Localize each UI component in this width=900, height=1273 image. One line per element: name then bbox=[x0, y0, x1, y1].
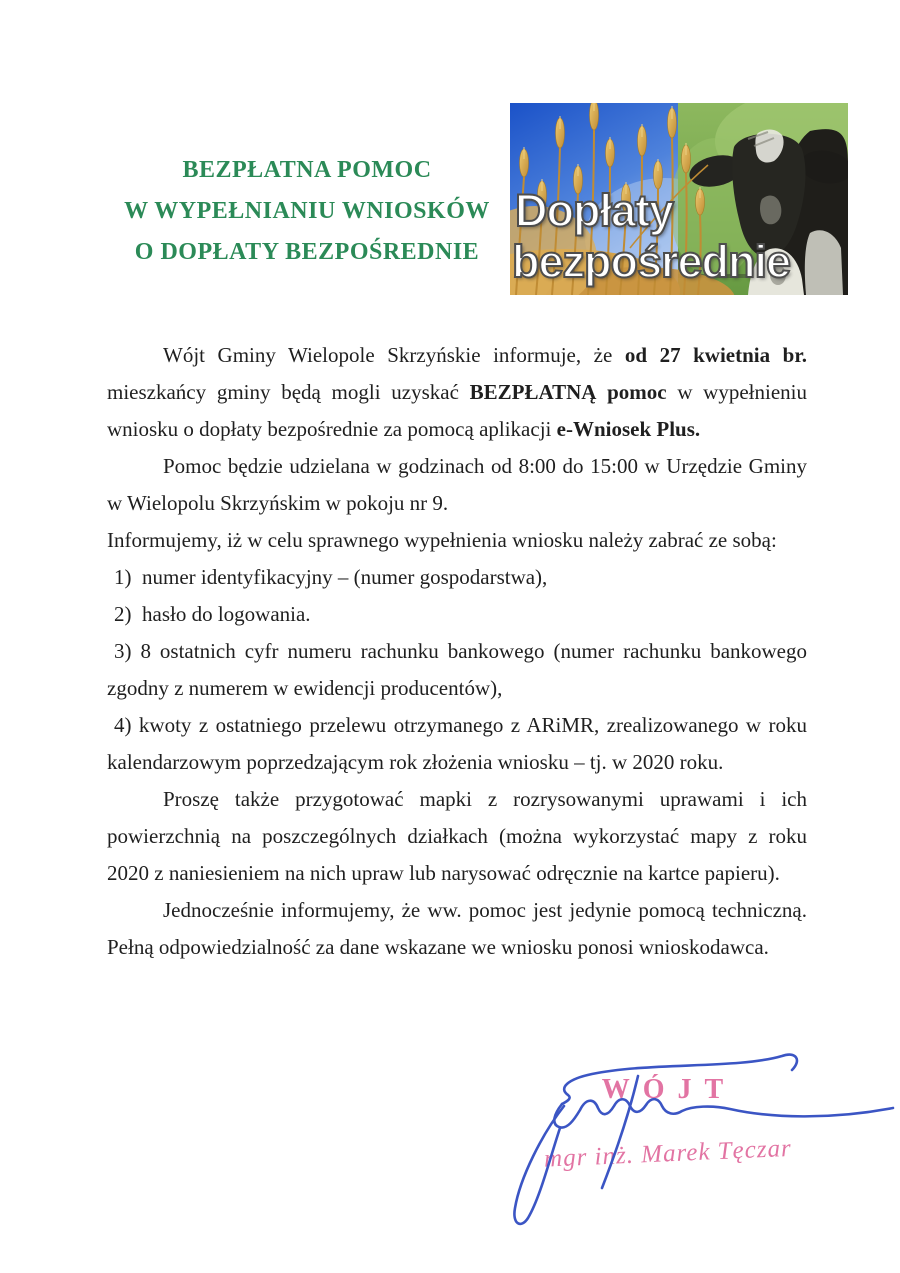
signature-scribble bbox=[554, 1099, 893, 1127]
paragraph-maps: Proszę także przygotować mapki z rozrysowanymi uprawami i ich powierzchnią na poszczególnych działkach (można wykorzystać mapy z roku 2020 z naniesieniem na nich upraw lub narysować odręcznie na kartce papieru). bbox=[107, 787, 807, 885]
list-item-4: 4) kwoty z ostatniego przelewu otrzymanego z ARiMR, zrealizowanego w roku kalendarzowym poprzedzającym rok złożenia wniosku – tj. w 2020 roku. bbox=[107, 713, 807, 774]
stamp-name: mgr inż. Marek Tęczar bbox=[543, 1134, 793, 1173]
list-item-1: 1) numer identyfikacyjny – (numer gospodarstwa), bbox=[114, 565, 548, 589]
signature-top-flourish bbox=[562, 1055, 797, 1104]
paragraph-hours: Pomoc będzie udzielana w godzinach od 8:00 do 15:00 w Urzędzie Gminy w Wielopolu Skrzyńskim w pokoju nr 9. bbox=[107, 454, 807, 515]
document-title-line-1: BEZPŁATNA POMOC bbox=[182, 157, 432, 183]
document-title-line-3: O DOPŁATY BEZPOŚREDNIE bbox=[134, 239, 480, 265]
signature-block bbox=[498, 1048, 900, 1273]
list-item-2: 2) hasło do logowania. bbox=[114, 602, 311, 626]
photo-caption-line-1: Dopłaty bbox=[515, 185, 674, 236]
handwritten-signature bbox=[498, 1048, 900, 1273]
document-title bbox=[108, 150, 506, 273]
document-title-line-2: W WYPEŁNIANIU WNIOSKÓW bbox=[124, 198, 490, 224]
letter-body bbox=[107, 337, 807, 966]
promo-photo bbox=[510, 103, 848, 295]
paragraph-bring-with-you: Informujemy, iż w celu sprawnego wypełnienia wniosku należy zabrać ze sobą: bbox=[107, 528, 777, 552]
photo-caption-line-2: bezpośrednie bbox=[512, 236, 791, 287]
list-item-3: 3) 8 ostatnich cyfr numeru rachunku bankowego (numer rachunku bankowego zgodny z numerem w ewidencji producentów), bbox=[107, 639, 807, 700]
paragraph-intro: Wójt Gminy Wielopole Skrzyńskie informuje, że od 27 kwietnia br. mieszkańcy gminy będą mogli uzyskać BEZPŁATNĄ pomoc w wypełnieniu wniosku o dopłaty bezpośrednie za pomocą aplikacji e-Wniosek Plus. bbox=[107, 343, 807, 441]
signature-slash bbox=[602, 1076, 638, 1188]
stamp-title: WÓJT bbox=[601, 1074, 737, 1105]
paragraph-disclaimer: Jednocześnie informujemy, że ww. pomoc jest jedynie pomocą techniczną. Pełną odpowiedzialność za dane wskazane we wniosku ponosi wnioskodawca. bbox=[107, 898, 807, 959]
